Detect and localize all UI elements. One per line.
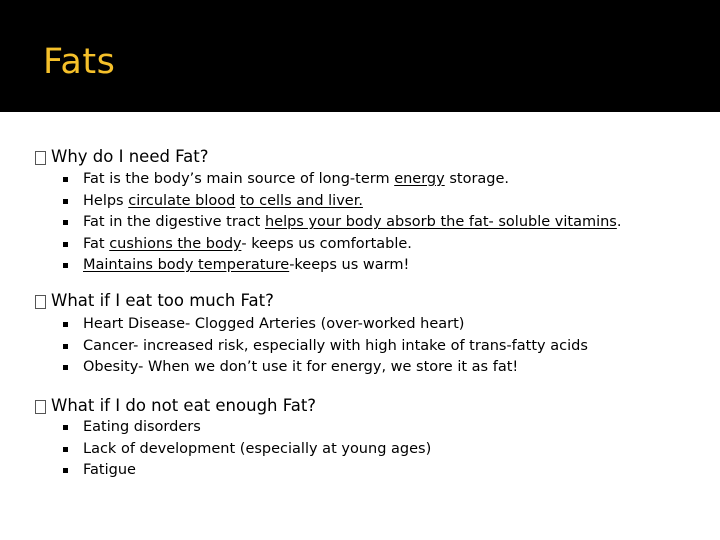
bullet-item xyxy=(35,255,621,277)
section-heading xyxy=(35,146,621,168)
square-bullet-icon xyxy=(63,365,68,370)
section-heading xyxy=(35,290,588,312)
square-bullet-icon xyxy=(63,242,68,247)
bullet-item xyxy=(35,234,621,256)
item-text: Lack of development (especially at young ages) xyxy=(83,440,432,457)
underlined-text: circulate blood xyxy=(128,192,236,209)
section-why-need-fat xyxy=(35,146,621,277)
bullet-item xyxy=(35,191,621,213)
item-text: Eating disorders xyxy=(83,419,201,435)
heading-text: What if I eat too much Fat? xyxy=(51,291,274,310)
item-text: -keeps us warm! xyxy=(289,257,410,273)
item-text: Fatigue xyxy=(83,462,136,478)
square-bullet-icon xyxy=(63,447,68,452)
item-text: storage. xyxy=(444,171,510,187)
bullet-list xyxy=(35,314,588,379)
item-text: . xyxy=(616,214,622,230)
square-bullet-icon xyxy=(63,263,68,268)
item-text: Fat is the body’s main source of long-term xyxy=(83,171,395,187)
slide-title: Fats xyxy=(43,42,116,82)
square-bullet-icon xyxy=(63,468,68,473)
item-text: Obesity- When we don’t use it for energy, we store it as fat! xyxy=(83,359,519,375)
bullet-item xyxy=(35,212,621,234)
heading-bullet-icon xyxy=(35,400,46,414)
section-heading xyxy=(35,395,431,417)
square-bullet-icon xyxy=(63,177,68,182)
item-text: Fat in the digestive tract xyxy=(83,214,265,230)
bullet-item xyxy=(35,439,431,461)
item-text: - keeps us comfortable. xyxy=(241,235,412,252)
item-text: Heart Disease- Clogged Arteries (over-worked heart) xyxy=(83,316,465,332)
underlined-text: helps your body absorb the fat- soluble vitamins xyxy=(264,214,617,230)
section-not-enough-fat xyxy=(35,395,431,482)
title-bar xyxy=(0,0,720,112)
square-bullet-icon xyxy=(63,199,68,204)
bullet-list xyxy=(35,169,621,277)
item-text: Helps xyxy=(83,192,129,209)
underlined-text: to cells and liver. xyxy=(239,192,363,209)
bullet-list xyxy=(35,417,431,482)
underlined-text: Maintains body temperature xyxy=(83,257,290,273)
heading-bullet-icon xyxy=(35,295,46,309)
heading-text: Why do I need Fat? xyxy=(51,147,209,166)
item-text: Fat xyxy=(83,235,110,252)
square-bullet-icon xyxy=(63,425,68,430)
bullet-item xyxy=(35,417,431,439)
section-too-much-fat xyxy=(35,290,588,379)
square-bullet-icon xyxy=(63,322,68,327)
bullet-item xyxy=(35,314,588,336)
item-text: Cancer- increased risk, especially with high intake of trans-fatty acids xyxy=(83,337,588,354)
square-bullet-icon xyxy=(63,220,68,225)
heading-bullet-icon xyxy=(35,151,46,165)
bullet-item xyxy=(35,169,621,191)
square-bullet-icon xyxy=(63,344,68,349)
bullet-item xyxy=(35,357,588,379)
underlined-text: cushions the body xyxy=(109,235,242,252)
underlined-text: energy xyxy=(394,171,445,187)
heading-text: What if I do not eat enough Fat? xyxy=(51,396,317,415)
bullet-item xyxy=(35,460,431,482)
bullet-item xyxy=(35,336,588,358)
